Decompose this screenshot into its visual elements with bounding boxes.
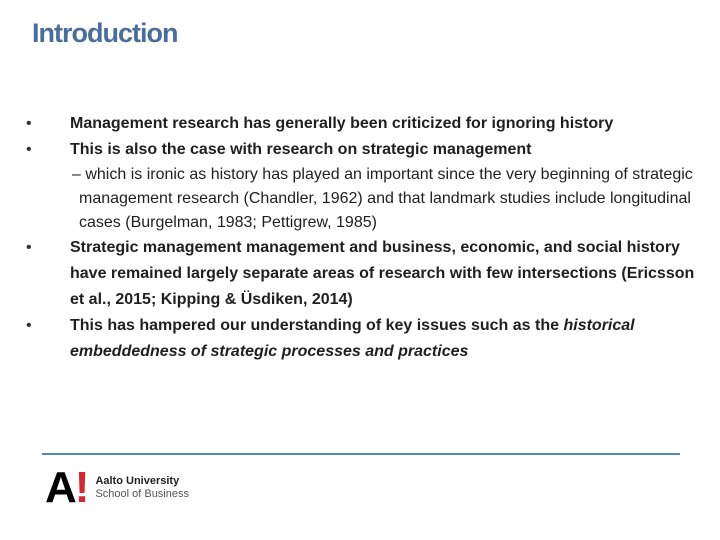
bullet-item-3 (26, 235, 698, 313)
bullet-text: This has hampered our understanding of key issues such as the (70, 317, 564, 334)
bullet-list (26, 111, 698, 365)
sub-bullet-text: – which is ironic as history has played an important since the very beginning of strategic management research (Chandler, 1962) and that landmark studies include longitudinal cases (Burgelman, 1983; Pettigrew, 1985) (72, 166, 693, 231)
bullet-marker: • (26, 239, 32, 256)
bullet-marker: • (26, 115, 32, 132)
bullet-item-2 (26, 137, 698, 163)
logo-school-name: School of Business (95, 488, 189, 500)
bullet-item-4 (26, 313, 698, 365)
bullet-text: This is also the case with research on strategic management (70, 141, 532, 158)
bullet-text: Management research has generally been criticized for ignoring history (70, 115, 614, 132)
bullet-marker: • (26, 317, 32, 334)
aalto-logo-mark (45, 463, 88, 512)
bullet-item-1 (26, 111, 698, 137)
logo-university-name: Aalto University (95, 475, 180, 487)
bullet-text: Strategic management management and business, economic, and social history have remained largely separate areas of research with few intersections (Ericsson et al., 2015; Kipping & Üsdiken, 2014) (70, 239, 695, 308)
bullet-emphasis: historical embeddedness of strategic processes and practices (70, 317, 635, 360)
slide-title: Introduction (32, 18, 178, 48)
aalto-logo (45, 463, 189, 512)
footer-divider (42, 453, 680, 455)
logo-text (95, 475, 189, 501)
logo-mark-accent: ! (74, 463, 88, 512)
bullet-marker: • (26, 141, 32, 158)
logo-mark-letter: A (45, 463, 75, 512)
